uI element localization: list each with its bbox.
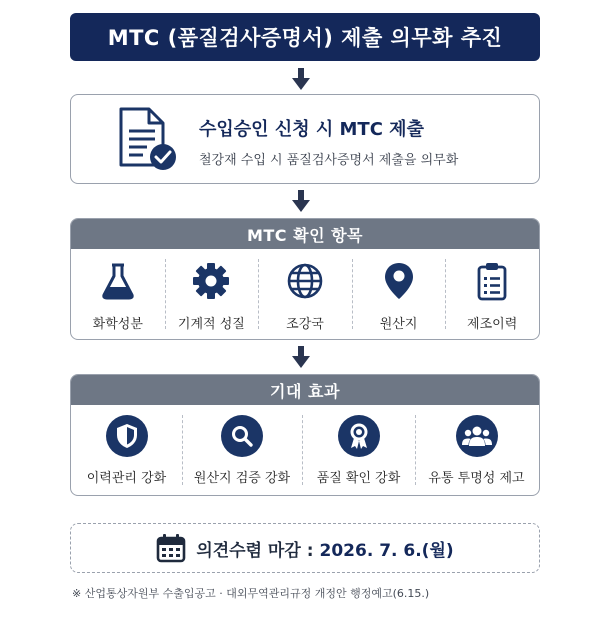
effects-header: 기대 효과: [71, 375, 539, 405]
check-item-label: 원산지: [379, 317, 418, 332]
deadline-label: 의견수렴 마감 :: [196, 540, 314, 561]
effect-item-quality: [302, 405, 415, 495]
flask-icon: [98, 261, 138, 301]
check-item-label: 기계적 성질: [177, 317, 245, 332]
calendar-icon: [156, 533, 186, 563]
people-group-icon: [456, 415, 498, 457]
check-items-header: MTC 확인 항목: [71, 219, 539, 249]
gear-icon: [191, 261, 231, 301]
effect-item-origin: [182, 405, 302, 495]
award-ribbon-icon: [338, 415, 380, 457]
approval-description: 철강재 수입 시 품질검사증명서 제출을 의무화: [199, 153, 459, 168]
check-item-label: 제조이력: [467, 317, 518, 332]
down-arrow-icon: [292, 68, 310, 92]
check-item-label: 조강국: [286, 317, 324, 332]
check-item-origin: [352, 249, 446, 339]
approval-card: [70, 94, 540, 184]
effect-item-label: 유통 투명성 제고: [428, 471, 525, 486]
check-item-history: [445, 249, 539, 339]
deadline-box: [70, 523, 540, 573]
shield-icon: [106, 415, 148, 457]
magnifier-icon: [221, 415, 263, 457]
approval-heading: 수입승인 신청 시 MTC 제출: [199, 119, 424, 140]
check-item-chemical: [71, 249, 165, 339]
map-pin-icon: [379, 261, 419, 301]
footnote: ※ 산업통상자원부 수출입공고 · 대외무역관리규정 개정안 행정예고(6.15.): [72, 587, 430, 600]
effect-item-label: 품질 확인 강화: [316, 471, 401, 486]
effects-card: [70, 374, 540, 496]
clipboard-icon: [472, 261, 512, 301]
check-item-label: 화학성분: [92, 317, 143, 332]
check-items-card: [70, 218, 540, 340]
globe-icon: [285, 261, 325, 301]
effect-item-label: 원산지 검증 강화: [193, 471, 291, 486]
down-arrow-icon: [292, 190, 310, 214]
page-title: MTC (품질검사증명서) 제출 의무화 추진: [70, 13, 540, 61]
effect-item-label: 이력관리 강화: [86, 471, 167, 486]
effect-item-history: [71, 405, 182, 495]
check-item-mechanical: [165, 249, 259, 339]
document-check-icon: [113, 105, 179, 173]
down-arrow-icon: [292, 346, 310, 370]
effect-item-transparency: [415, 405, 538, 495]
deadline-date: 2026. 7. 6.(월): [319, 540, 454, 561]
check-item-steel-country: [258, 249, 352, 339]
